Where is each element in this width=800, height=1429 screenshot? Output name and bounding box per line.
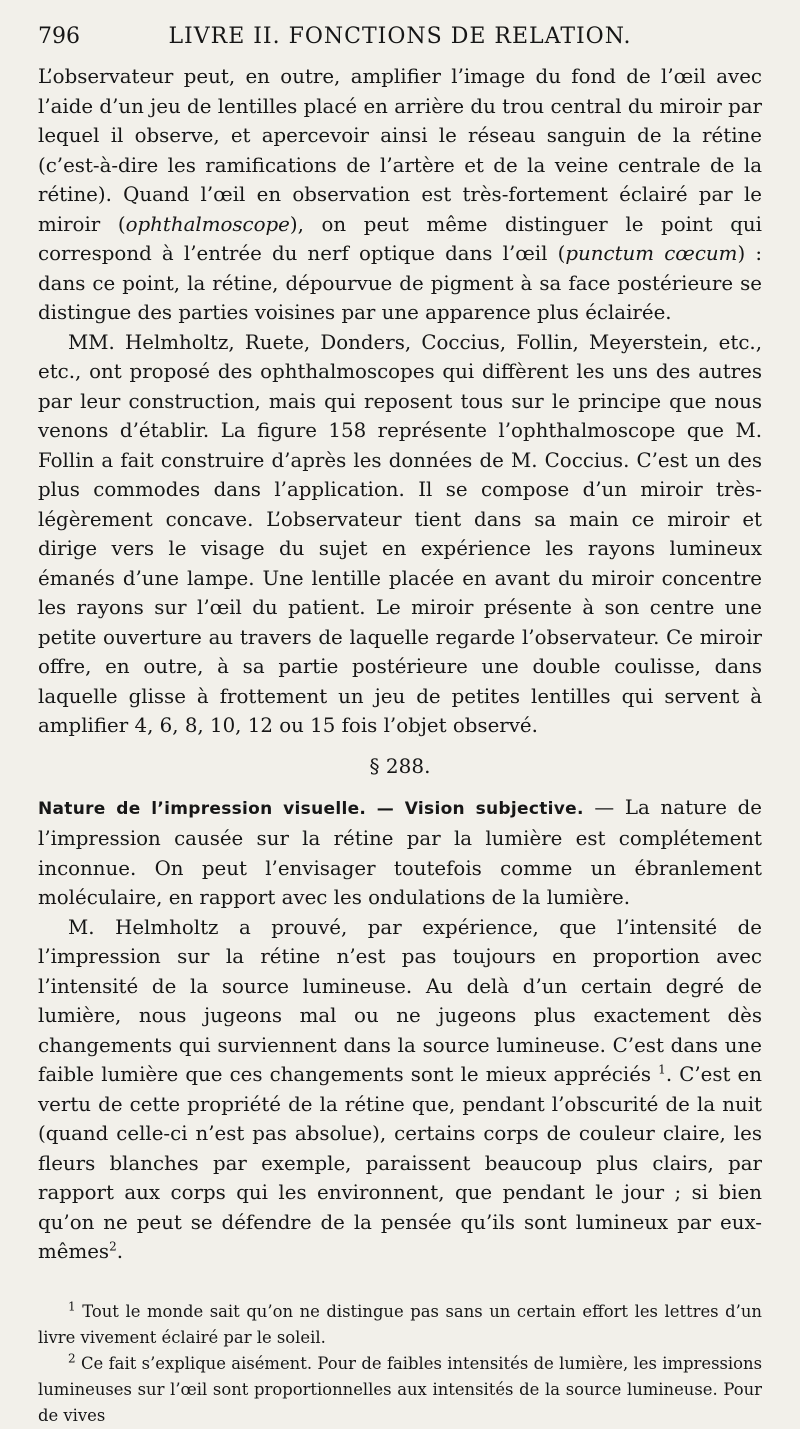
text-run: — La nature de l’impression causée sur la rétine par la lumière est complétement inconnue. On peut l’envisager toutefois comme un ébranlement moléculaire, en rapport avec les ondulations de la lumière.	[38, 795, 762, 909]
section-heading: Nature de l’impression visuelle. — Vision subjective.	[38, 798, 584, 819]
footnote	[38, 1351, 762, 1429]
book-page	[38, 24, 763, 1425]
text-run: ) : dans ce point, la rétine, dépourvue de pigment à sa face postérieure se distingue des parties voisines par une apparence plus éclairée.	[38, 242, 763, 324]
footnote-mark: 2	[68, 1351, 76, 1366]
text-run: L’observateur peut, en outre, amplifier l’image du fond de l’œil avec l’aide d’un jeu de lentilles placé en arrière du trou central du miroir par lequel il observe, et apercevoir ainsi le réseau sanguin de la rétine (c’est-à-dire les ramifications de l’artère et de la veine centrale de la rétine). Quand l’œil en observation est très-fortement éclairé par le miroir (	[38, 65, 762, 236]
footnote-ref: 1	[658, 1062, 666, 1077]
text-run: ), on peut même distinguer le point qui correspond à l’entrée du nerf optique dans l’œil (	[38, 212, 762, 265]
paragraph	[38, 62, 762, 328]
italic-term: punctum cœcum	[565, 242, 738, 265]
footnotes	[38, 1299, 762, 1429]
footnote-mark: 1	[68, 1299, 76, 1314]
paragraph	[38, 913, 762, 1267]
paragraph	[38, 793, 762, 913]
footnote-ref: 2	[109, 1239, 117, 1254]
text-run: . C’est en vertu de cette propriété de la rétine que, pendant l’obscurité de la nuit (quand celle-ci n’est pas absolue), certains corps de couleur claire, les fleurs blanches par exemple, paraissent beaucoup plus clairs, par rapport aux corps qui les environnent, que pendant le jour ; si bien qu’on ne peut se défendre de la pensée qu’ils sont lumineux par eux-mêmes	[38, 1063, 762, 1263]
footnote-text: Ce fait s’explique aisément. Pour de faibles intensités de lumière, les impressions lumineuses sur l’œil sont proportionnelles aux intensités de la source lumineuse. Pour de vives	[38, 1353, 762, 1425]
italic-term: ophthalmoscope	[125, 212, 290, 236]
running-title: LIVRE II. FONCTIONS DE RELATION.	[168, 24, 632, 49]
paragraph: MM. Helmholtz, Ruete, Donders, Coccius, Follin, Meyerstein, etc., etc., ont proposé des ophthalmoscopes qui diffèrent les uns des autres par leur construction, mais qui reposent tous sur le principe que nous venons d’établir. La figure 158 représente l’ophthalmoscope que M. Follin a fait construire d’après les données de M. Coccius. C’est un des plus commodes dans l’application. Il se compose d’un miroir très-légèrement concave. L’observateur tient dans sa main ce miroir et dirige vers le visage du sujet en expérience les rayons lumineux émanés d’une lampe. Une lentille placée en avant du miroir concentre les rayons sur l’œil du patient. Le miroir présente à son centre une petite ouverture au travers de laquelle regarde l’observateur. Ce miroir offre, en outre, à sa partie postérieure une double coulisse, dans laquelle glisse à frottement un jeu de petites lentilles qui servent à amplifier 4, 6, 8, 10, 12 ou 15 fois l’objet observé.	[38, 330, 762, 737]
footnote	[38, 1299, 762, 1351]
page-header	[38, 24, 762, 58]
text-run: .	[116, 1240, 124, 1263]
text-run: M. Helmholtz a prouvé, par expérience, que l’intensité de l’impression sur la rétine n’est pas toujours en proportion avec l’intensité de la source lumineuse. Au delà d’un certain degré de lumière, nous jugeons mal ou ne jugeons plus exactement dès changements qui surviennent dans la source lumineuse. C’est dans une faible lumière que ces changements sont le mieux appréciés	[38, 915, 762, 1086]
footnote-text: Tout le monde sait qu’on ne distingue pas sans un certain effort les lettres d’un livre vivement éclairé par le soleil.	[38, 1301, 762, 1347]
body-text	[38, 62, 762, 1267]
page-number: 796	[38, 24, 80, 49]
section-number: § 288.	[369, 753, 431, 778]
